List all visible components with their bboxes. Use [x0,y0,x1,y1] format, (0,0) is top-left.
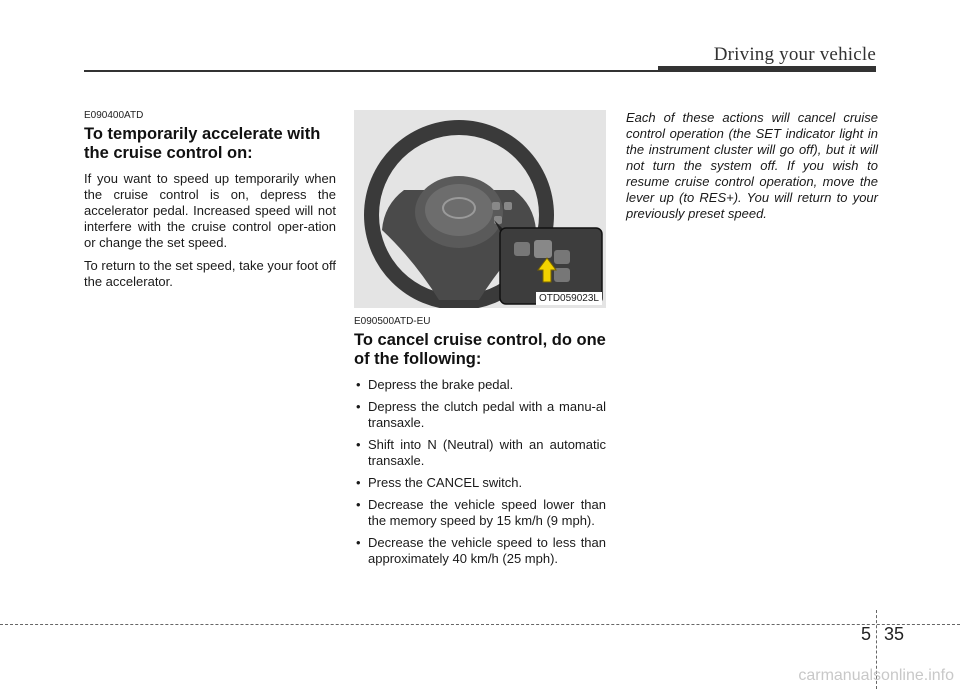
footer-rule [0,624,960,625]
column-middle [354,110,606,573]
list-item: • Press the CANCEL switch. [354,475,606,491]
chapter-number: 5 [860,624,871,644]
list-item: • Shift into N (Neutral) with an automatic transaxle. [354,437,606,469]
steering-wheel-illustration [354,110,606,308]
cancel-conditions-list [354,377,606,567]
figure-label: OTD059023L [536,292,602,305]
header-bar [658,66,876,72]
section-heading: To cancel cruise control, do one of the following: [354,331,606,368]
section-code: E090400ATD [84,110,144,121]
section-heading: To temporarily accelerate with the cruise control on: [84,125,321,162]
list-item: • Depress the brake pedal. [354,377,606,393]
column-left [84,110,336,297]
section-code: E090500ATD-EU [354,316,431,327]
steering-wheel-figure [354,110,606,308]
column-right [626,110,878,229]
paragraph: To return to the set speed, take your foot off the accelerator. [84,258,336,289]
page-section-title: Driving your vehicle [713,44,876,65]
watermark: carmanualsonline.info [798,667,954,684]
page-number: 35 [884,624,905,644]
paragraph: If you want to speed up temporarily when the cruise control is on, depress the accelerator pedal. Increased speed will not interfere with the cruise control oper-ation or change the set speed. [84,171,336,250]
list-item: • Decrease the vehicle speed to less than approximately 40 km/h (25 mph). [354,535,606,567]
italic-note: Each of these actions will cancel cruise control operation (the SET indicator light in the instrument cluster will go off), but it will not turn the system off. If you wish to resume cruise control operation, move the lever up (to RES+). You will return to your previously preset speed. [626,110,878,221]
list-item: • Decrease the vehicle speed lower than the memory speed by 15 km/h (9 mph). [354,497,606,529]
list-item: • Depress the clutch pedal with a manu-al transaxle. [354,399,606,431]
